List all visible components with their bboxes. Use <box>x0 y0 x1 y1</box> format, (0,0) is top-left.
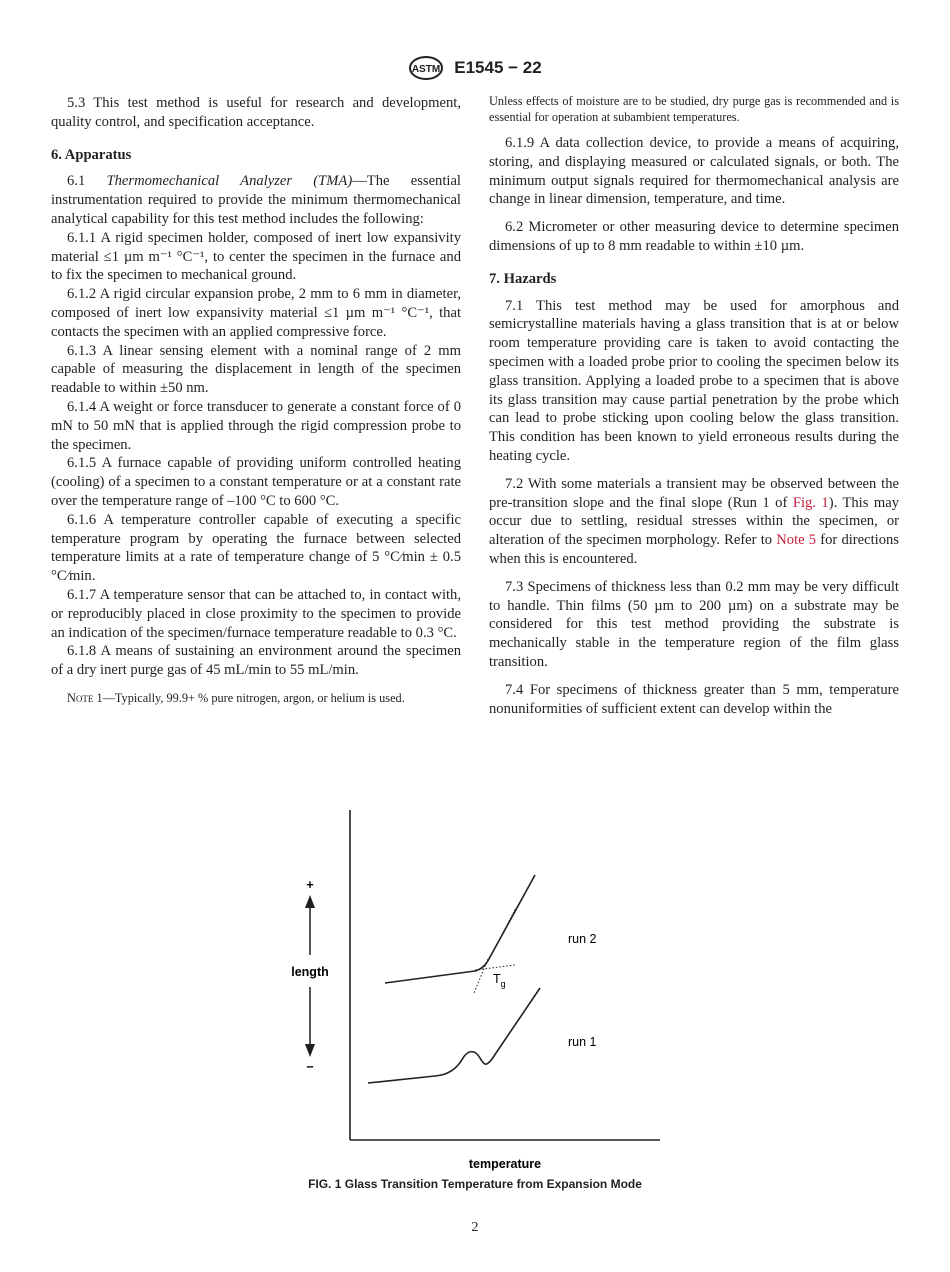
para-7-1: 7.1 This test method may be used for amorphous and semicrystalline materials having a glass transition that is at or below room temperature providing care is taken to avoid contacting the specimen with a loaded probe prior to cooling the specimen below its glass transition. Applying a loaded probe to a specimen that is above its glass transition may cause partial penetration by the probe which can lead to probe sticking upon cooling below the glass transition. This condition has been known to yield erroneous results during the heating cycle. <box>489 297 899 464</box>
right-column <box>489 94 899 718</box>
para-6-1-7: 6.1.7 A temperature sensor that can be attached to, in contact with, or reproducibly placed in close proximity to the specimen to provide an indication of the specimen/furnace temperature readable to 0.3 °C. <box>51 586 461 641</box>
para-6-1-1: 6.1.1 A rigid specimen holder, composed of inert low expansivity material ≤1 µm m⁻¹ °C⁻¹, to center the specimen in the furnace and to fix the specimen to mechanical ground. <box>51 229 461 284</box>
page-number: 2 <box>471 1220 479 1235</box>
para-7-2 <box>489 475 899 569</box>
note-1-label: Note 1 <box>67 690 103 705</box>
para-6-1-2: 6.1.2 A rigid circular expansion probe, 2 mm to 6 mm in diameter, composed of inert low expansivity material ≤1 µm m⁻¹ °C⁻¹, that contacts the specimen with an applied compressive force. <box>51 286 461 340</box>
para-5-3: 5.3 This test method is useful for research and development, quality control, and specification acceptance. <box>51 95 461 130</box>
para-7-2-b: ). This may occur due to settling, residual stresses within the specimen, or alteration of the specimen morphology. Refer to <box>489 494 900 549</box>
figure-1 <box>270 805 680 1175</box>
arrow-down-icon <box>305 1044 315 1057</box>
x-axis-label: temperature <box>468 1157 542 1171</box>
left-column <box>51 94 461 706</box>
run-2-curve <box>385 875 535 983</box>
run-2-label: run 2 <box>568 932 597 946</box>
para-6-1-rest: —The essential instrumentation required to provide the minimum thermomechanical analytical capability for this test method includes the following: <box>51 173 461 227</box>
section-7-heading: 7. Hazards <box>489 270 557 287</box>
para-6-1-3: 6.1.3 A linear sensing element with a nominal range of 2 mm capable of measuring the displacement in length of the specimen readable to within ±50 nm. <box>51 342 461 397</box>
note-1 <box>51 690 461 706</box>
minus-sign: − <box>306 1060 314 1074</box>
astm-logo-text: ASTM <box>412 64 441 75</box>
para-7-4: 7.4 For specimens of thickness greater than 5 mm, temperature nonuniformities of sufficient extent can develop within the <box>489 681 899 717</box>
para-7-3: 7.3 Specimens of thickness less than 0.2 mm may be very difficult to handle. Thin films (50 µm to 200 µm) on a substrate may be considered for this test method providing the substrate is mechanically stable in the temperature region of the film glass transition. <box>489 578 899 670</box>
para-6-1-title: Thermomechanical Analyzer (TMA) <box>106 173 353 190</box>
para-6-1-num: 6.1 <box>67 173 107 190</box>
para-7-2-a: 7.2 With some materials a transient may be observed between the pre-transition slope and the final slope (Run 1 of <box>489 475 899 511</box>
plus-sign: + <box>306 878 314 892</box>
para-6-1 <box>51 172 461 228</box>
para-6-1-6: 6.1.6 A temperature controller capable of executing a specific temperature program by operating the furnace between selected temperature limits at a rate of temperature change of 5 °C⁄min ± 0.5 °C⁄min. <box>51 511 461 585</box>
note-5-link[interactable]: Note 5 <box>776 532 817 549</box>
fig-1-link[interactable]: Fig. 1 <box>792 494 829 511</box>
para-6-1-5: 6.1.5 A furnace capable of providing uniform controlled heating (cooling) of a specimen to a constant temperature or at a constant rate over the temperature range of –100 °C to 600 °C. <box>51 455 461 509</box>
tg-label-sub: g <box>500 979 506 989</box>
section-6-heading: 6. Apparatus <box>51 146 132 163</box>
tg-label <box>493 972 506 989</box>
figure-1-diagram <box>270 805 680 1175</box>
tg-label-main: T <box>493 972 501 986</box>
note-1-continued: Unless effects of moisture are to be studied, dry purge gas is recommended and is essential for operation at subambient temperatures. <box>489 94 899 124</box>
standard-designation: E1545 − 22 <box>454 58 542 77</box>
para-6-1-4: 6.1.4 A weight or force transducer to generate a constant force of 0 mN to 50 mN that is applied through the rigid compression probe to the specimen. <box>51 398 461 453</box>
run-1-label: run 1 <box>568 1035 597 1049</box>
y-axis-label: length <box>291 965 329 979</box>
para-6-1-9: 6.1.9 A data collection device, to provide a means of acquiring, storing, and displaying measured or calculated signals, or both. The minimum output signals required for thermomechanical analysis are change in linear dimension, temperature, and time. <box>489 135 899 208</box>
run-1-curve <box>368 988 540 1083</box>
para-6-2: 6.2 Micrometer or other measuring device to determine specimen dimensions of up to 8 mm readable to within ±10 µm. <box>489 219 899 254</box>
para-7-2-c: for directions when this is encountered. <box>489 532 899 567</box>
astm-logo-icon <box>408 56 444 80</box>
page-header <box>0 56 950 80</box>
note-1-text: —Typically, 99.9+ % pure nitrogen, argon, or helium is used. <box>102 690 405 705</box>
para-6-1-8: 6.1.8 A means of sustaining an environment around the specimen of a dry inert purge gas of 45 mL/min to 55 mL/min. <box>51 643 461 679</box>
figure-1-caption: FIG. 1 Glass Transition Temperature from Expansion Mode <box>308 1177 642 1191</box>
